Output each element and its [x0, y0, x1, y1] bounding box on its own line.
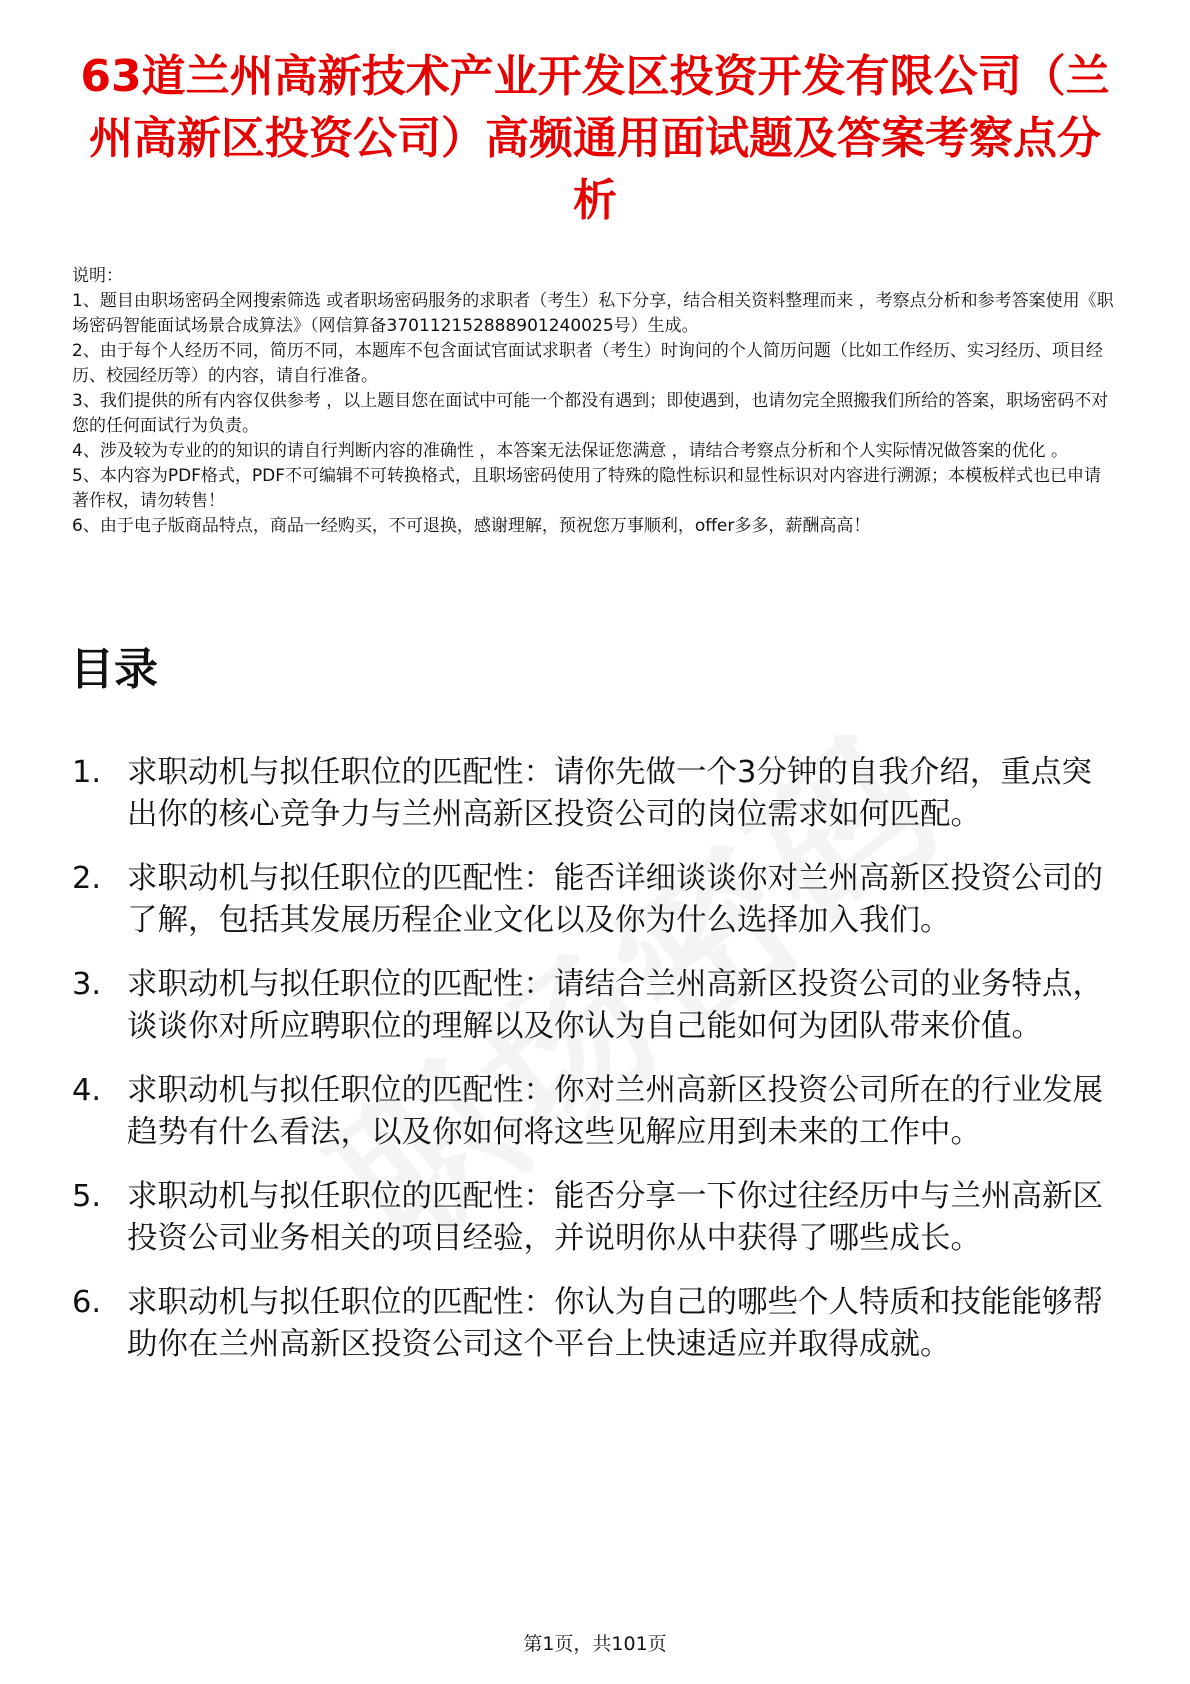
toc-item[interactable] [72, 858, 1118, 942]
toc-item[interactable] [72, 1176, 1118, 1260]
toc-item-text: 求职动机与拟任职位的匹配性：能否详细谈谈你对兰州高新区投资公司的了解，包括其发展历程企业文化以及你为什么选择加入我们。 [127, 861, 1103, 938]
toc-item[interactable] [72, 752, 1118, 836]
toc-item-text: 求职动机与拟任职位的匹配性：你认为自己的哪些个人特质和技能能够帮助你在兰州高新区投资公司这个平台上快速适应并取得成就。 [127, 1285, 1103, 1362]
toc-heading: 目录 [70, 644, 158, 695]
toc-item-number: 5. [72, 1179, 102, 1214]
notes-item: 1、题目由职场密码全网搜索筛选 或者职场密码服务的求职者（考生）私下分享，结合相关资料整理而来 ，考察点分析和参考答案使用《职场密码智能面试场景合成算法》（网信算备370112152888901240025号）生成。 [72, 291, 1114, 336]
toc-item-number: 4. [72, 1073, 102, 1108]
toc-item-number: 2. [72, 861, 102, 896]
notes-item: 3、我们提供的所有内容仅供参考 ，以上题目您在面试中可能一个都没有遇到；即使遇到，也请勿完全照搬我们所给的答案，职场密码不对您的任何面试行为负责。 [72, 391, 1109, 436]
notes-item: 2、由于每个人经历不同，简历不同，本题库不包含面试官面试求职者（考生）时询问的个人简历问题（比如工作经历、实习经历、项目经历、校园经历等）的内容，请自行准备。 [72, 341, 1103, 386]
toc-item-text: 求职动机与拟任职位的匹配性：你对兰州高新区投资公司所在的行业发展趋势有什么看法，以及你如何将这些见解应用到未来的工作中。 [127, 1073, 1103, 1150]
toc-item-text: 求职动机与拟任职位的匹配性：能否分享一下你过往经历中与兰州高新区投资公司业务相关的项目经验，并说明你从中获得了哪些成长。 [127, 1179, 1103, 1256]
page-number: 第1页，共101页 [523, 1633, 667, 1655]
notes-item: 4、涉及较为专业的的知识的请自行判断内容的准确性 ，本答案无法保证您满意 ，请结合考察点分析和个人实际情况做答案的优化 。 [72, 441, 1069, 461]
toc-item[interactable] [72, 964, 1118, 1048]
notes-heading: 说明： [72, 266, 123, 286]
toc-item-text: 求职动机与拟任职位的匹配性：请你先做一个3分钟的自我介绍，重点突出你的核心竞争力与兰州高新区投资公司的岗位需求如何匹配。 [127, 755, 1092, 832]
toc-item-number: 3. [72, 967, 102, 1002]
notes-section [72, 264, 1118, 539]
notes-item: 6、由于电子版商品特点，商品一经购买，不可退换，感谢理解，预祝您万事顺利，offer多多，薪酬高高！ [72, 516, 871, 536]
toc-item[interactable] [72, 1282, 1118, 1366]
toc-item[interactable] [72, 1070, 1118, 1154]
document-title: 63道兰州高新技术产业开发区投资开发有限公司（兰州高新区投资公司）高频通用面试题及答案考察点分析 [80, 51, 1110, 226]
toc-item-text: 求职动机与拟任职位的匹配性：请结合兰州高新区投资公司的业务特点，谈谈你对所应聘职位的理解以及你认为自己能如何为团队带来价值。 [127, 967, 1103, 1044]
notes-item: 5、本内容为PDF格式，PDF不可编辑不可转换格式，且职场密码使用了特殊的隐性标识和显性标识对内容进行溯源；本模板样式也已申请著作权，请勿转售！ [72, 466, 1102, 511]
toc-list [72, 752, 1118, 1388]
toc-item-number: 6. [72, 1285, 102, 1320]
toc-item-number: 1. [72, 755, 102, 790]
